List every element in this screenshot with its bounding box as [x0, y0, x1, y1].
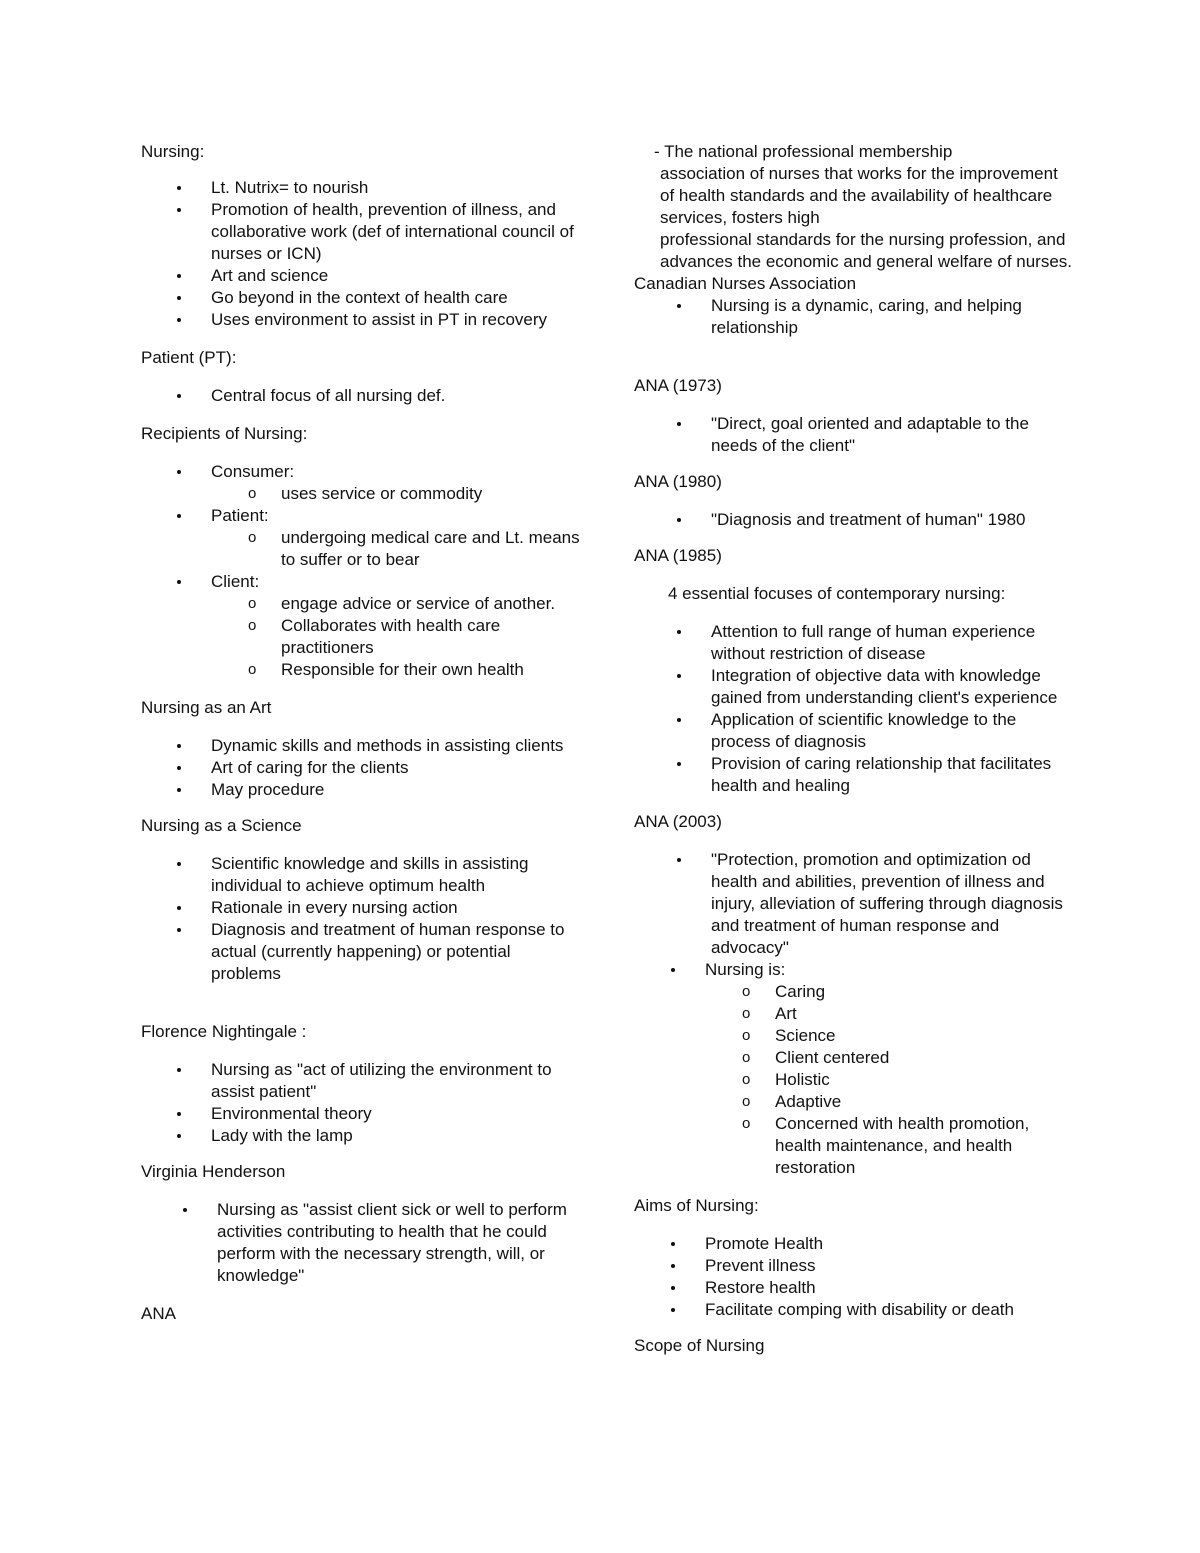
list-item: Art and science — [141, 265, 581, 287]
heading-ana-2003: ANA (2003) — [634, 812, 722, 831]
virginia-list — [141, 1199, 581, 1287]
ana-1985-intro: 4 essential focuses of contemporary nursing: — [668, 584, 1006, 603]
heading-ana: ANA — [141, 1304, 176, 1323]
list-item: Promote Health — [634, 1233, 1074, 1255]
patient-list — [141, 385, 581, 407]
list-item: Nursing as "assist client sick or well to perform activities contributing to health that he could perform with the necessary strength, will, or knowledge" — [141, 1199, 581, 1287]
ana-description-line3: professional standards for the nursing profession, and advances the economic and general welfare of nurses. — [660, 230, 1073, 271]
recipients-list — [141, 461, 581, 681]
art-list — [141, 735, 581, 801]
heading-scope: Scope of Nursing — [634, 1336, 765, 1355]
list-item: Dynamic skills and methods in assisting clients — [141, 735, 581, 757]
sub-item: o Holistic — [705, 1069, 1074, 1091]
nursing-is-sublist — [705, 981, 1074, 1179]
heading-patient: Patient (PT): — [141, 348, 237, 367]
patient-label: Patient: — [211, 506, 269, 525]
list-item: Facilitate comping with disability or death — [634, 1299, 1074, 1321]
sub-item: o Caring — [705, 981, 1074, 1003]
list-item: Lady with the lamp — [141, 1125, 581, 1147]
client-label: Client: — [211, 572, 260, 591]
heading-cna: Canadian Nurses Association — [634, 274, 857, 293]
list-item: Lt. Nutrix= to nourish — [141, 177, 581, 199]
list-item: Go beyond in the context of health care — [141, 287, 581, 309]
science-list — [141, 853, 581, 985]
heading-ana-1980: ANA (1980) — [634, 472, 722, 491]
cna-list — [634, 295, 1074, 339]
list-item: Application of scientific knowledge to the process of diagnosis — [634, 709, 1074, 753]
list-item: Promotion of health, prevention of illness, and collaborative work (def of international council of nurses or ICN) — [141, 199, 581, 265]
list-item: "Direct, goal oriented and adaptable to the needs of the client" — [634, 413, 1074, 457]
sub-item: o Art — [705, 1003, 1074, 1025]
list-item-client — [141, 571, 581, 681]
heading-recipients: Recipients of Nursing: — [141, 424, 308, 443]
nursing-list — [141, 177, 581, 331]
sub-item: o undergoing medical care and Lt. means to suffer or to bear — [211, 527, 581, 571]
sub-item: o uses service or commodity — [211, 483, 581, 505]
list-item-consumer — [141, 461, 581, 505]
heading-virginia: Virginia Henderson — [141, 1162, 286, 1181]
patient-sublist — [211, 527, 581, 571]
list-item: Nursing is a dynamic, caring, and helping relationship — [634, 295, 1074, 339]
heading-ana-1985: ANA (1985) — [634, 546, 722, 565]
ana-2003-list — [634, 849, 1074, 959]
heading-nursing: Nursing: — [141, 142, 205, 161]
sub-item: o engage advice or service of another. — [211, 593, 581, 615]
consumer-sublist — [211, 483, 581, 505]
consumer-label: Consumer: — [211, 462, 295, 481]
ana-1980-list — [634, 509, 1074, 531]
list-item: Rationale in every nursing action — [141, 897, 581, 919]
list-item: Central focus of all nursing def. — [141, 385, 581, 407]
sub-item: o Collaborates with health care practitioners — [211, 615, 581, 659]
list-item: Art of caring for the clients — [141, 757, 581, 779]
ana-description-line1: - The national professional membership — [654, 142, 953, 161]
list-item: Provision of caring relationship that facilitates health and healing — [634, 753, 1074, 797]
list-item: Diagnosis and treatment of human response to actual (currently happening) or potential problems — [141, 919, 581, 985]
client-sublist — [211, 593, 581, 681]
list-item-nursing-is — [634, 959, 1074, 1179]
list-item: Prevent illness — [634, 1255, 1074, 1277]
list-item: Attention to full range of human experience without restriction of disease — [634, 621, 1074, 665]
ana-1985-list — [634, 621, 1074, 797]
list-item: Nursing as "act of utilizing the environment to assist patient" — [141, 1059, 581, 1103]
right-column — [634, 141, 1074, 1357]
list-item: May procedure — [141, 779, 581, 801]
sub-item: o Adaptive — [705, 1091, 1074, 1113]
list-item: Environmental theory — [141, 1103, 581, 1125]
ana-description-line2: association of nurses that works for the improvement of health standards and the availability of healthcare services, fosters high — [660, 164, 1058, 227]
florence-list — [141, 1059, 581, 1147]
list-item: Integration of objective data with knowledge gained from understanding client's experience — [634, 665, 1074, 709]
list-item: Uses environment to assist in PT in recovery — [141, 309, 581, 331]
list-item-patient — [141, 505, 581, 571]
nursing-is-list — [634, 959, 1074, 1179]
heading-ana-1973: ANA (1973) — [634, 376, 722, 395]
nursing-is-label: Nursing is: — [705, 960, 786, 979]
heading-science: Nursing as a Science — [141, 816, 302, 835]
aims-list — [634, 1233, 1074, 1321]
heading-aims: Aims of Nursing: — [634, 1196, 759, 1215]
list-item: Restore health — [634, 1277, 1074, 1299]
list-item: Scientific knowledge and skills in assisting individual to achieve optimum health — [141, 853, 581, 897]
ana-1973-list — [634, 413, 1074, 457]
sub-item: o Concerned with health promotion, health maintenance, and health restoration — [705, 1113, 1074, 1179]
sub-item: o Science — [705, 1025, 1074, 1047]
left-column — [141, 141, 581, 1325]
sub-item: o Responsible for their own health — [211, 659, 581, 681]
heading-art: Nursing as an Art — [141, 698, 272, 717]
heading-florence: Florence Nightingale : — [141, 1022, 307, 1041]
list-item: "Diagnosis and treatment of human" 1980 — [634, 509, 1074, 531]
sub-item: o Client centered — [705, 1047, 1074, 1069]
list-item: "Protection, promotion and optimization od health and abilities, prevention of illness and injury, alleviation of suffering through diagnosis and treatment of human response and advocacy" — [634, 849, 1074, 959]
